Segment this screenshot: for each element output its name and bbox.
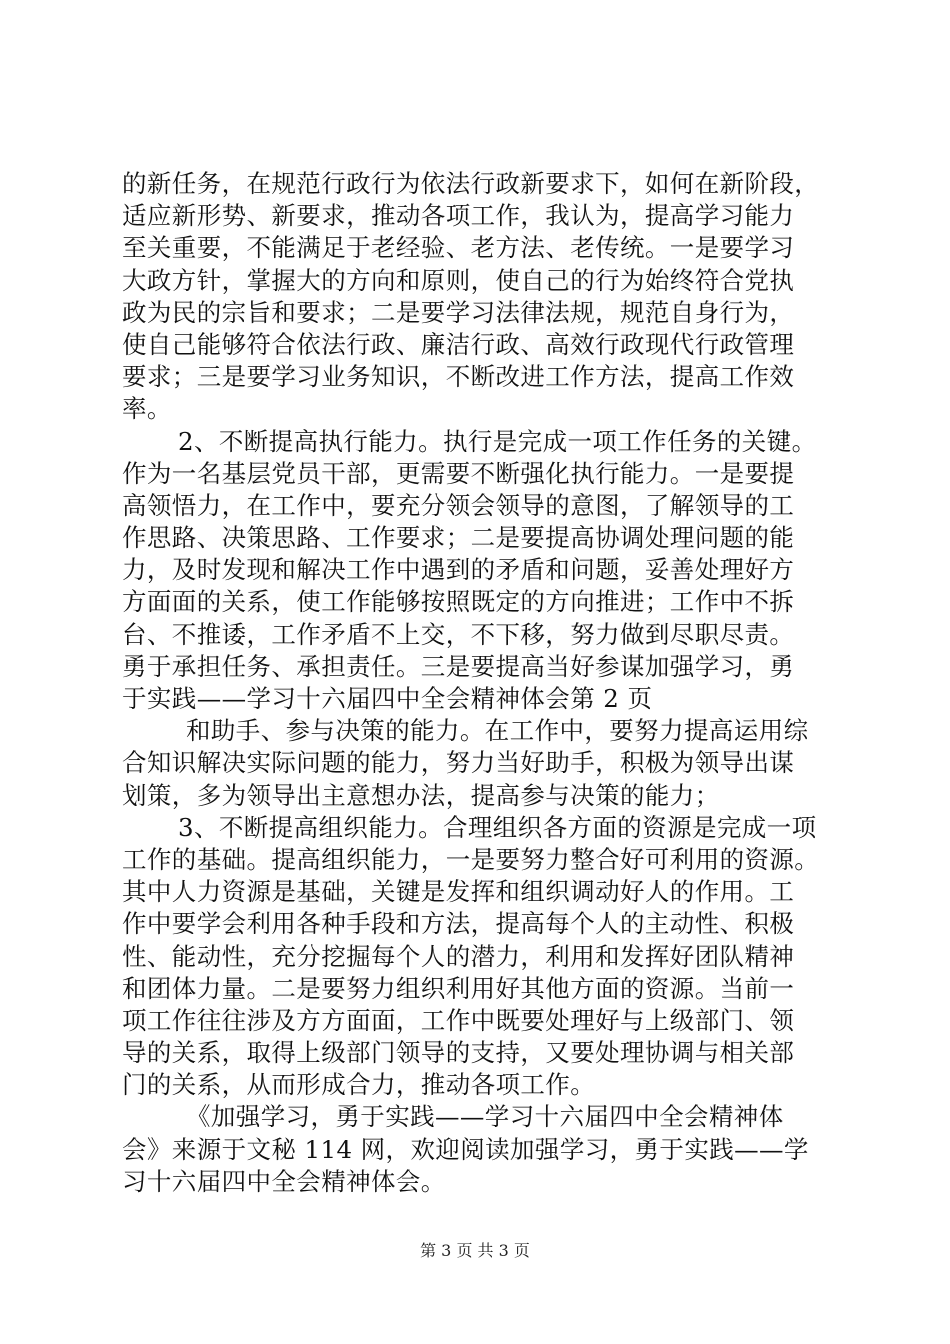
text-line: 要求；三是要学习业务知识，不断改进工作方法，提高工作效 bbox=[122, 362, 795, 392]
text-line: 工作的基础。提高组织能力，一是要努力整合好可利用的资源。 bbox=[122, 844, 820, 874]
text-line: 率。 bbox=[122, 394, 172, 424]
text-line: 高领悟力，在工作中，要充分领会领导的意图，了解领导的工 bbox=[122, 490, 795, 520]
text-line: 方面面的关系，使工作能够按照既定的方向推进；工作中不拆 bbox=[122, 587, 795, 617]
text-line: 性、能动性，充分挖掘每个人的潜力，利用和发挥好团队精神 bbox=[122, 941, 795, 971]
source-note-start: 《加强学习，勇于实践——学习十六届四中全会精神体 bbox=[186, 1102, 784, 1132]
page-number-label: 第 3 页 共 3 页 bbox=[420, 1241, 530, 1260]
text-line: 项工作往往涉及方方面面，工作中既要处理好与上级部门、领 bbox=[122, 1005, 795, 1035]
paragraph-continuation: 和助手、参与决策的能力。在工作中，要努力提高运用综 bbox=[186, 716, 809, 746]
text-line: 于实践——学习十六届四中全会精神体会第 2 页 bbox=[122, 684, 653, 713]
text-line: 其中人力资源是基础，关键是发挥和组织调动好人的作用。工 bbox=[122, 877, 795, 907]
page-footer bbox=[0, 1241, 950, 1261]
text-line: 力，及时发现和解决工作中遇到的矛盾和问题，妥善处理好方 bbox=[122, 555, 795, 585]
text-line: 作中要学会利用各种手段和方法，提高每个人的主动性、积极 bbox=[122, 909, 795, 939]
text-line: 勇于承担任务、承担责任。三是要提高当好参谋加强学习，勇 bbox=[122, 651, 795, 681]
text-line: 划策，多为领导出主意想办法，提高参与决策的能力； bbox=[122, 780, 720, 810]
text-line: 习十六届四中全会精神体会。 bbox=[122, 1166, 446, 1196]
text-line: 政为民的宗旨和要求；二是要学习法律法规，规范自身行为， bbox=[122, 297, 795, 327]
text-line: 和团体力量。二是要努力组织利用好其他方面的资源。当前一 bbox=[122, 973, 795, 1003]
paragraph-3-start: 3、不断提高组织能力。合理组织各方面的资源是完成一项 bbox=[178, 812, 817, 842]
text-line: 大政方针，掌握大的方向和原则，使自己的行为始终符合党执 bbox=[122, 265, 795, 295]
text-line: 作思路、决策思路、工作要求；二是要提高协调处理问题的能 bbox=[122, 523, 795, 553]
document-body bbox=[122, 168, 836, 1198]
text-line: 至关重要，不能满足于老经验、老方法、老传统。一是要学习 bbox=[122, 233, 795, 263]
paragraph-2-start: 2、不断提高执行能力。执行是完成一项工作任务的关键。 bbox=[178, 426, 817, 456]
text-line: 导的关系，取得上级部门领导的支持，又要处理协调与相关部 bbox=[122, 1038, 795, 1068]
text-line: 作为一名基层党员干部，更需要不断强化执行能力。一是要提 bbox=[122, 458, 795, 488]
text-line: 会》来源于文秘 114 网，欢迎阅读加强学习，勇于实践——学 bbox=[122, 1134, 809, 1164]
text-line: 合知识解决实际问题的能力，努力当好助手，积极为领导出谋 bbox=[122, 748, 795, 778]
text-line: 使自己能够符合依法行政、廉洁行政、高效行政现代行政管理 bbox=[122, 329, 795, 359]
text-line: 适应新形势、新要求，推动各项工作，我认为，提高学习能力 bbox=[122, 201, 795, 231]
text-line: 的新任务，在规范行政行为依法行政新要求下，如何在新阶段， bbox=[122, 169, 820, 198]
text-line: 门的关系，从而形成合力，推动各项工作。 bbox=[122, 1070, 596, 1100]
text-line: 台、不推诿，工作矛盾不上交，不下移，努力做到尽职尽责。 bbox=[122, 619, 795, 649]
